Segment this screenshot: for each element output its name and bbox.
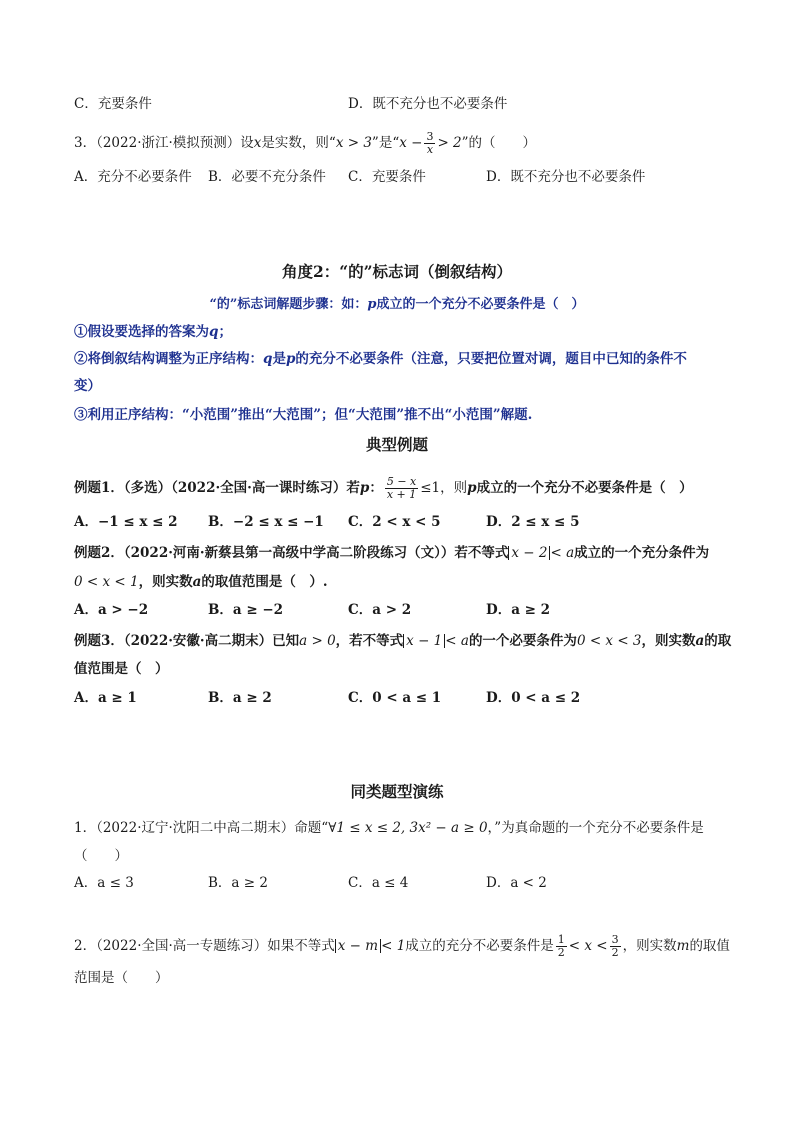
p1-option-b: B．a ≥ 2 <box>208 875 268 891</box>
step-2: ②将倒叙结构调整为正序结构：q是p的充分不必要条件（注意，只要把位置对调，题目中已知的条件不 <box>74 351 687 367</box>
question-3-stem <box>74 131 536 156</box>
q3-text2: ”是“ <box>371 135 400 151</box>
ex3-option-b: B．a ≥ 2 <box>208 690 272 706</box>
practice-1-blank: （ ） <box>74 848 128 864</box>
q3-option-d: D．既不充分也不必要条件 <box>486 169 646 185</box>
ex2-option-c: C．a > 2 <box>348 602 412 618</box>
q3-text1: 是实数，则“ <box>261 135 336 151</box>
q3-fraction: $\frac{3}{x}$ <box>426 130 434 156</box>
ex1-option-c: C．2 < x < 5 <box>348 514 441 530</box>
practice-2-stem-line2: 范围是（ ） <box>74 970 169 986</box>
ex1-fraction: $\frac{5 - x}{x + 1}$ <box>386 475 417 501</box>
q3-option-c: C．充要条件 <box>348 169 426 185</box>
example-1-stem: 例题1．（多选）（2022·全国·高一课时练习）若p： $\frac{5 - x}{x + 1}$ ≤1，则p成立的一个充分不必要条件是（ ） <box>74 475 693 501</box>
ex1-option-d: D．2 ≤ x ≤ 5 <box>486 514 580 530</box>
ex1-option-a: A．−1 ≤ x ≤ 2 <box>74 514 178 530</box>
ex3-option-a: A．a ≥ 1 <box>74 690 137 706</box>
section-title: 角度2：“的”标志词（倒叙结构） <box>281 262 513 281</box>
ex2-option-b: B．a ≥ −2 <box>208 602 284 618</box>
ex1-option-b: B．−2 ≤ x ≤ −1 <box>208 514 324 530</box>
p2-fraction-1: $\frac{1}{2}$ <box>557 933 565 959</box>
ex2-option-a: A．a > −2 <box>74 602 149 618</box>
example-3-stem: 例题3．（2022·安徽·高二期末）已知a > 0，若不等式 x − 1 < a的一个必要条件为0 < x < 3，则实数a的取 <box>74 633 732 649</box>
step-1: ①假设要选择的答案为q； <box>74 324 232 340</box>
q3-cond1: x > 3 <box>335 135 372 151</box>
ex3-option-c: C．0 < a ≤ 1 <box>348 690 442 706</box>
practice-title: 同类题型演练 <box>350 782 444 801</box>
p2-fraction-2: $\frac{3}{2}$ <box>611 933 619 959</box>
practice-2-stem: 2．（2022·全国·高一专题练习）如果不等式 x − m < 1成立的充分不必要条件是 $\frac{1}{2}$ < x < $\frac{3}{2}$ ，则实数m的取值 <box>74 933 730 959</box>
q3-blank: ”的（ ） <box>461 135 537 151</box>
ex2-option-d: D．a ≥ 2 <box>486 602 551 618</box>
examples-title: 典型例题 <box>365 435 428 454</box>
q3-option-a: A．充分不必要条件 <box>74 169 192 185</box>
p1-option-d: D．a < 2 <box>486 875 547 891</box>
q3-var: x <box>253 135 262 151</box>
q3-source: 3．（2022·浙江·模拟预测）设 <box>74 135 254 151</box>
p1-option-c: C．a ≤ 4 <box>348 875 409 891</box>
ex3-option-d: D．0 < a ≤ 2 <box>486 690 581 706</box>
q3-cond2a: x − <box>399 135 423 151</box>
step-2-cont: 变） <box>74 378 101 394</box>
p1-option-a: A．a ≤ 3 <box>74 875 134 891</box>
example-2-stem: 例题2．（2022·河南·新蔡县第一高级中学高二阶段练习（文））若不等式 x − 2 < a成立的一个充分条件为 <box>74 545 710 561</box>
section-steps-intro: “的”标志词解题步骤：如：p成立的一个充分不必要条件是（ ） <box>209 297 585 312</box>
q3-option-b: B．必要不充分条件 <box>208 169 326 185</box>
q3-cond2b: > 2 <box>437 135 462 151</box>
practice-1-stem: 1．（2022·辽宁·沈阳二中高二期末）命题“∀1 ≤ x ≤ 2, 3x² − a ≥ 0，”为真命题的一个充分不必要条件是 <box>74 820 704 836</box>
prev-option-c: C．充要条件 <box>74 96 152 112</box>
step-3: ③利用正序结构：“小范围”推出“大范围”；但“大范围”推不出“小范围”解题. <box>74 407 533 423</box>
prev-option-d: D．既不充分也不必要条件 <box>348 96 508 112</box>
example-3-stem-line2: 值范围是（ ） <box>74 661 169 677</box>
example-2-stem-line2: 0 < x < 1，则实数a的取值范围是（ ）. <box>74 574 328 590</box>
